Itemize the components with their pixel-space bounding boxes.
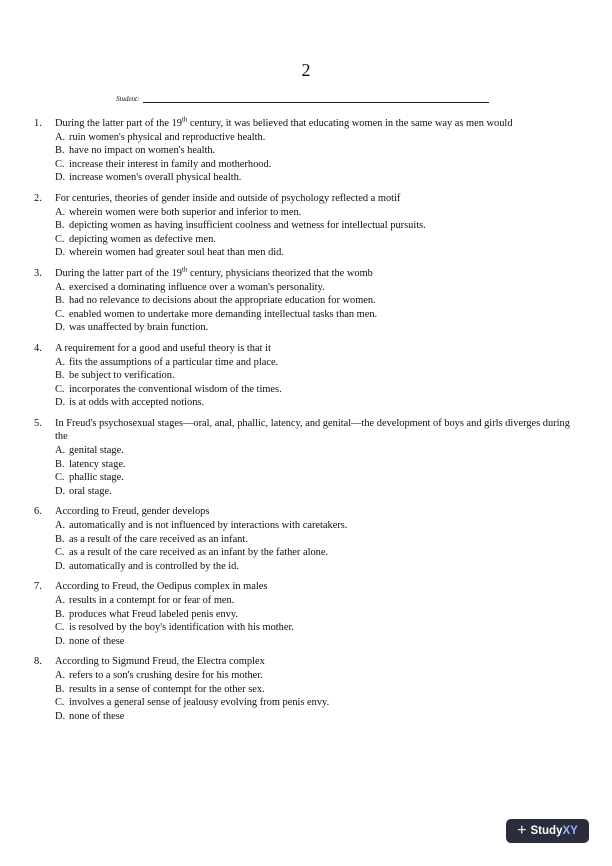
answer-option <box>55 144 574 158</box>
answer-option <box>55 206 574 220</box>
studyxy-logo <box>506 819 589 843</box>
student-label: Student: <box>116 95 140 103</box>
option-letter: B. <box>55 533 65 545</box>
option-letter: C. <box>55 233 65 245</box>
answer-option <box>55 356 574 370</box>
question-number: 8. <box>34 656 42 668</box>
option-text: results in a contempt for or fear of men. <box>69 595 235 606</box>
option-letter: B. <box>55 370 65 382</box>
option-letter: C. <box>55 472 65 484</box>
option-text: depicting women as having insufficient coolness and wetness for intellectual pursuits. <box>69 220 426 232</box>
answer-option <box>55 471 574 485</box>
option-text: have no impact on women's health. <box>69 145 216 157</box>
question-item <box>34 117 574 185</box>
stem-text: According to Freud, gender develops <box>55 506 210 518</box>
option-letter: D. <box>55 247 66 259</box>
option-text: as a result of the care received as an infant by the father alone. <box>69 547 329 559</box>
option-letter: C. <box>55 308 65 320</box>
answer-option <box>55 696 574 710</box>
logo-text: Study <box>530 825 563 837</box>
answer-option <box>55 546 574 560</box>
answer-option <box>55 444 574 458</box>
stem-text: During the latter part of the 19 <box>55 118 182 129</box>
option-text: increase women's overall physical health. <box>69 172 242 184</box>
option-text: refers to a son's crushing desire for his mother. <box>69 669 263 681</box>
option-text: is at odds with accepted notions. <box>69 397 205 409</box>
option-text: was unaffected by brain function. <box>69 322 209 334</box>
option-text: had no relevance to decisions about the appropriate education for women. <box>69 295 376 307</box>
student-name-line <box>116 95 489 103</box>
stem-text: A requirement for a good and useful theory is that it <box>55 342 271 354</box>
stem-superscript: th <box>181 265 188 274</box>
stem-text: According to Sigmund Freud, the Electra complex <box>55 656 265 668</box>
question-number: 5. <box>34 417 42 429</box>
question-item <box>34 655 574 723</box>
question-item <box>34 417 574 499</box>
option-text: ruin women's physical and reproductive health. <box>69 131 266 143</box>
option-letter: D. <box>55 560 66 572</box>
answer-option <box>55 635 574 649</box>
question-number: 7. <box>34 581 42 593</box>
answer-option <box>55 608 574 622</box>
answer-option <box>55 594 574 608</box>
option-letter: A. <box>55 669 66 681</box>
answer-option <box>55 396 574 410</box>
option-letter: C. <box>55 383 65 395</box>
answer-option <box>55 669 574 683</box>
option-letter: A. <box>55 356 66 368</box>
question-item <box>34 580 574 648</box>
option-text: incorporates the conventional wisdom of the times. <box>69 383 282 395</box>
question-body <box>55 505 574 573</box>
option-text: automatically and is controlled by the id. <box>69 560 239 572</box>
stem-text: During the latter part of the 19 <box>55 267 182 279</box>
question-body <box>55 417 574 499</box>
question-body <box>55 117 574 185</box>
option-letter: A. <box>55 131 66 143</box>
option-letter: B. <box>55 608 65 620</box>
option-letter: B. <box>55 295 65 307</box>
question-item <box>34 505 574 573</box>
option-letter: D. <box>55 710 66 722</box>
answer-option <box>55 246 574 260</box>
answer-option <box>55 683 574 697</box>
answer-option <box>55 281 574 295</box>
page-number: 2 <box>301 60 311 80</box>
answer-option <box>55 519 574 533</box>
answer-option <box>55 621 574 635</box>
question-stem <box>55 417 574 444</box>
question-item <box>34 267 574 335</box>
option-letter: A. <box>55 520 66 532</box>
option-letter: A. <box>55 281 66 293</box>
answer-option <box>55 369 574 383</box>
option-text: phallic stage. <box>69 472 124 484</box>
option-text: none of these <box>69 710 125 722</box>
question-number: 1. <box>34 118 42 129</box>
stem-text: According to Freud, the Oedipus complex in males <box>55 581 268 593</box>
question-list <box>34 117 574 730</box>
answer-option <box>55 158 574 172</box>
option-text: exercised a dominating influence over a woman's personality. <box>69 281 325 293</box>
answer-option <box>55 233 574 247</box>
option-text: genital stage. <box>69 445 124 457</box>
stem-text: In Freud's psychosexual stages—oral, anal, phallic, latency, and genital—the development of boys and girls diverges during the <box>55 417 570 443</box>
option-text: wherein women had greater soul heat than men did. <box>69 247 284 259</box>
option-text: be subject to verification. <box>69 370 175 382</box>
plus-icon: + <box>517 822 527 839</box>
answer-option <box>55 131 574 145</box>
option-text: latency stage. <box>69 458 126 470</box>
answer-option <box>55 321 574 335</box>
question-body <box>55 267 574 335</box>
option-text: oral stage. <box>69 485 112 497</box>
option-letter: A. <box>55 445 66 457</box>
option-letter: B. <box>55 683 65 695</box>
option-letter: B. <box>55 458 65 470</box>
question-stem <box>55 580 574 594</box>
question-item <box>34 192 574 260</box>
question-stem <box>55 117 574 131</box>
option-text: automatically and is not influenced by interactions with caretakers. <box>69 520 348 532</box>
question-body <box>55 580 574 648</box>
option-text: depicting women as defective men. <box>69 233 216 245</box>
answer-option <box>55 294 574 308</box>
question-stem <box>55 505 574 519</box>
option-letter: D. <box>55 635 66 647</box>
stem-superscript: th <box>181 115 188 124</box>
option-text: none of these <box>69 635 125 647</box>
stem-text: For centuries, theories of gender inside and outside of psychology reflected a motif <box>55 192 401 204</box>
option-letter: C. <box>55 622 65 634</box>
question-stem <box>55 267 574 281</box>
stem-text-continued: century, it was believed that educating women in the same way as men would <box>187 118 513 129</box>
option-letter: D. <box>55 397 66 409</box>
answer-option <box>55 458 574 472</box>
option-text: involves a general sense of jealousy evolving from penis envy. <box>69 697 330 709</box>
question-number: 4. <box>34 342 42 354</box>
answer-option <box>55 533 574 547</box>
question-stem <box>55 342 574 356</box>
option-letter: C. <box>55 158 65 170</box>
option-letter: B. <box>55 220 65 232</box>
question-stem <box>55 192 574 206</box>
answer-option <box>55 219 574 233</box>
option-letter: C. <box>55 547 65 559</box>
question-stem <box>55 655 574 669</box>
question-item <box>34 342 574 410</box>
option-text: as a result of the care received as an infant. <box>69 533 248 545</box>
option-text: fits the assumptions of a particular time and place. <box>69 356 279 368</box>
question-body <box>55 342 574 410</box>
option-text: increase their interest in family and motherhood. <box>69 158 272 170</box>
answer-option <box>55 171 574 185</box>
answer-option <box>55 710 574 724</box>
option-text: results in a sense of contempt for the other sex. <box>69 683 265 695</box>
answer-option <box>55 383 574 397</box>
question-number: 3. <box>34 267 42 279</box>
answer-option <box>55 485 574 499</box>
option-letter: D. <box>55 172 66 184</box>
question-number: 6. <box>34 506 42 518</box>
question-body <box>55 655 574 723</box>
question-body <box>55 192 574 260</box>
question-number: 2. <box>34 192 42 204</box>
option-text: produces what Freud labeled penis envy. <box>69 608 238 620</box>
stem-text-continued: century, physicians theorized that the womb <box>187 267 373 279</box>
option-text: enabled women to undertake more demanding intellectual tasks than men. <box>69 308 378 320</box>
option-letter: C. <box>55 697 65 709</box>
option-text: is resolved by the boy's identification with his mother. <box>69 622 294 634</box>
option-text: wherein women were both superior and inferior to men. <box>69 206 302 218</box>
option-letter: D. <box>55 322 66 334</box>
answer-option <box>55 308 574 322</box>
student-name-rule <box>143 95 489 103</box>
option-letter: A. <box>55 595 66 606</box>
option-letter: A. <box>55 206 66 218</box>
answer-option <box>55 560 574 574</box>
option-letter: D. <box>55 485 66 497</box>
option-letter: B. <box>55 145 65 157</box>
logo-accent: XY <box>562 825 578 837</box>
